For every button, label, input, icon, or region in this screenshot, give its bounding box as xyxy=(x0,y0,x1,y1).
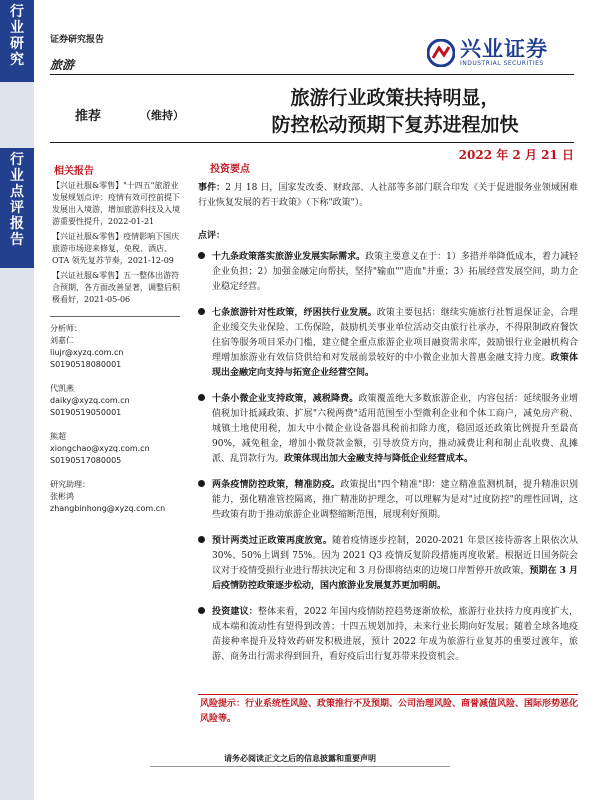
bullet-icon xyxy=(198,252,205,259)
point-conclusion: 政策体现出加大金融支持与降低企业经营成本。 xyxy=(284,454,474,464)
risk-divider xyxy=(198,694,578,695)
header-divider xyxy=(50,74,574,75)
comment-label: 点评： xyxy=(198,231,226,241)
footer-line xyxy=(150,766,450,767)
rating-box xyxy=(50,88,190,138)
analyst-email[interactable]: zhangbinhong@xyzq.com.cn xyxy=(50,504,166,513)
analyst-name: 张彬鸿 xyxy=(50,492,74,501)
point-body: 政策主要意义在于：1）多措并举降低成本，着力减轻企业负担；2）加强金融定向帮扶，坚持"输血""造血"并重；3）拓展经营发展空间，助力企业稳定经营。 xyxy=(212,252,578,292)
analyst-cert: S0190517080005 xyxy=(50,456,122,465)
risk-warning: 风险提示：行业系统性风险、政策推行不及预期、公司治理风险、商誉减值风险、国际形势恶化风险等。 xyxy=(200,699,579,724)
bullet-icon xyxy=(198,394,205,401)
key-point xyxy=(198,605,578,665)
analyst-block xyxy=(50,383,180,419)
analyst-name: 刘嘉仁 xyxy=(50,336,74,345)
analyst-email[interactable]: liujr@xyzq.com.cn xyxy=(50,348,124,357)
point-lead: 预计两类过正政策再度放宽。 xyxy=(212,536,333,546)
bullet-icon xyxy=(198,536,205,543)
main-content xyxy=(198,162,578,676)
analyst-role: 研究助理： xyxy=(50,480,90,489)
point-lead: 七条旅游针对性政策，纾困扶行业发展。 xyxy=(212,308,377,318)
analyst-email[interactable]: daiky@xyzq.com.cn xyxy=(50,396,130,405)
related-reports-title: 相关报告 xyxy=(54,166,94,177)
point-conclusion: 预期在 3 月后疫情防控政策逐步松动，国内旅游业发展复苏更加明朗。 xyxy=(212,566,579,591)
point-lead: 十九条政策落实旅游业发展实际需求。 xyxy=(212,252,366,262)
left-divider xyxy=(50,316,180,317)
point-body: 政策主要包括：继续实施旅行社暂退保证金，合理企业缓交失业保险、工伤保险，鼓励机关事业单位活动交由旅行社承办，不得限制政府餐饮住宿等服务项目采办门槛，建立健全重点旅游企业项目融资需求库，鼓励银行业金融机构合理增加旅游业有效信贷供给和对发展前景较好的中小微企业加大普惠金融支持力度。 xyxy=(212,308,578,363)
key-point xyxy=(198,250,578,295)
bullet-icon xyxy=(198,607,205,614)
sidebar-category-label: 行业研究 xyxy=(0,0,34,82)
left-sidebar-band xyxy=(0,0,34,800)
report-date: 2022 年 2 月 21 日 xyxy=(458,148,574,162)
rating-change: （维持） xyxy=(140,109,184,122)
point-conclusion: 政策体现出金融定向支持与拓宽企业经营空间。 xyxy=(212,353,578,378)
left-column xyxy=(50,180,180,515)
rating: 推荐 xyxy=(75,109,102,124)
logo-name: 兴业证券 xyxy=(460,37,548,61)
point-lead: 十条小微企业支持政策，减税降费。 xyxy=(212,394,359,404)
analyst-block xyxy=(50,479,180,515)
bullet-icon xyxy=(198,480,205,487)
event-text: 2 月 18 日，国家发改委、财政部、人社部等多部门联合印发《关于促进服务业领域困难行业恢复发展的若干政策》（下称"政策"）。 xyxy=(198,183,578,208)
key-point xyxy=(198,534,578,594)
brand-logo xyxy=(427,38,548,67)
analyst-email[interactable]: xiongchao@xyzq.com.cn xyxy=(50,444,150,453)
analyst-role: 分析师： xyxy=(50,324,82,333)
summary-title: 投资要点 xyxy=(210,164,250,175)
point-body: 政策提出"四个精准"即：建立精准监测机制，提升精准识别能力，强化精准管控隔离，推广精准防护理念，可以理解为是对"过度防控"的理性回调，这些政策有助于推动旅游企业调整缩断范围，展现利好预期。 xyxy=(212,480,578,520)
key-point xyxy=(198,478,578,523)
title-divider xyxy=(50,142,574,143)
event-paragraph xyxy=(198,181,578,211)
analyst-cert: S0190519050001 xyxy=(50,408,122,417)
industry-name: 旅游 xyxy=(50,58,75,72)
point-lead: 投资建议： xyxy=(212,607,258,617)
analyst-block xyxy=(50,323,180,371)
point-body: 随着疫情逐步控制，2020-2021 年景区接待游客上限依次从 30%、50%上调到 75%。因为 2021 Q3 疫情反复阶段措施再度收紧。根据近日国务院会议对于疫情受损行业进行帮扶决定和 3 月份即将结束的边境口岸暂停开放政策， xyxy=(212,536,578,576)
related-report-item[interactable]: 【兴证社服&零售】"十四五"旅游业发展规划点评：疫情有效可控前提下发展出入境游，增加旅游科技及入境游重要性提升，2022-01-21 xyxy=(52,181,180,226)
report-title xyxy=(210,85,580,139)
related-report-item[interactable]: 【兴证社服&零售】五一整体出游符合预期，各方面改善显著，调整后积极看好，2021-05-06 xyxy=(52,271,180,304)
analyst-cert: S0190518080001 xyxy=(50,360,122,369)
related-report-item[interactable]: 【兴证社服&零售】疫情影响下国庆旅游市场迎来修复，免税、酒店、OTA 领先复苏节奏，2021-12-09 xyxy=(52,232,180,265)
title-line-1: 旅游行业政策扶持明显， xyxy=(290,87,500,109)
event-label: 事件： xyxy=(198,183,226,193)
report-type: 证券研究报告 xyxy=(50,35,105,45)
point-body: 政策覆盖绝大多数旅游企业，内容包括：延续服务业增值税加计抵减政策、扩展"六税两费"适用范围至小型微利企业和个体工商户，减免房产税、城镇土地使用税，加大中小微企业设备器具税前扣除力度，稳固返还政策比例提升至最高 90%，减免租金，增加小微贷款金额，引导放贷方向，推动减费让利和制止乱收费、乱摊派、乱罚款行为。 xyxy=(212,394,578,464)
key-point xyxy=(198,306,578,381)
point-body: 整体来看，2022 年国内疫情防控趋势逐渐放松，旅游行业扶持力度再度扩大，成本端和流动性有望得到改善；十四五规划加持，未来行业长期向好发展；随着全球各地疫苗接种率提升及特效药研发积极进展，预计 2022 年成为旅游行业复苏的重要过渡年，旅游、商务出行需求得到回升，看好疫后出行复苏带来投资机会。 xyxy=(212,607,578,662)
logo-mark-icon xyxy=(427,39,455,67)
analyst-block xyxy=(50,431,180,467)
analyst-name: 代凯燕 xyxy=(50,384,74,393)
sidebar-report-type-label: 行业点评报告 xyxy=(0,148,34,268)
point-lead: 两条疫情防控政策，精准防疫。 xyxy=(212,480,341,490)
logo-english-name: INDUSTRIAL SECURITIES xyxy=(460,60,544,67)
title-line-2: 防控松动预期下复苏进程加快 xyxy=(271,114,519,136)
bullet-icon xyxy=(198,308,205,315)
footer-disclaimer: 请务必阅读正文之后的信息披露和重要声明 xyxy=(224,754,376,763)
analyst-name: 熊超 xyxy=(50,432,66,441)
key-point xyxy=(198,392,578,467)
